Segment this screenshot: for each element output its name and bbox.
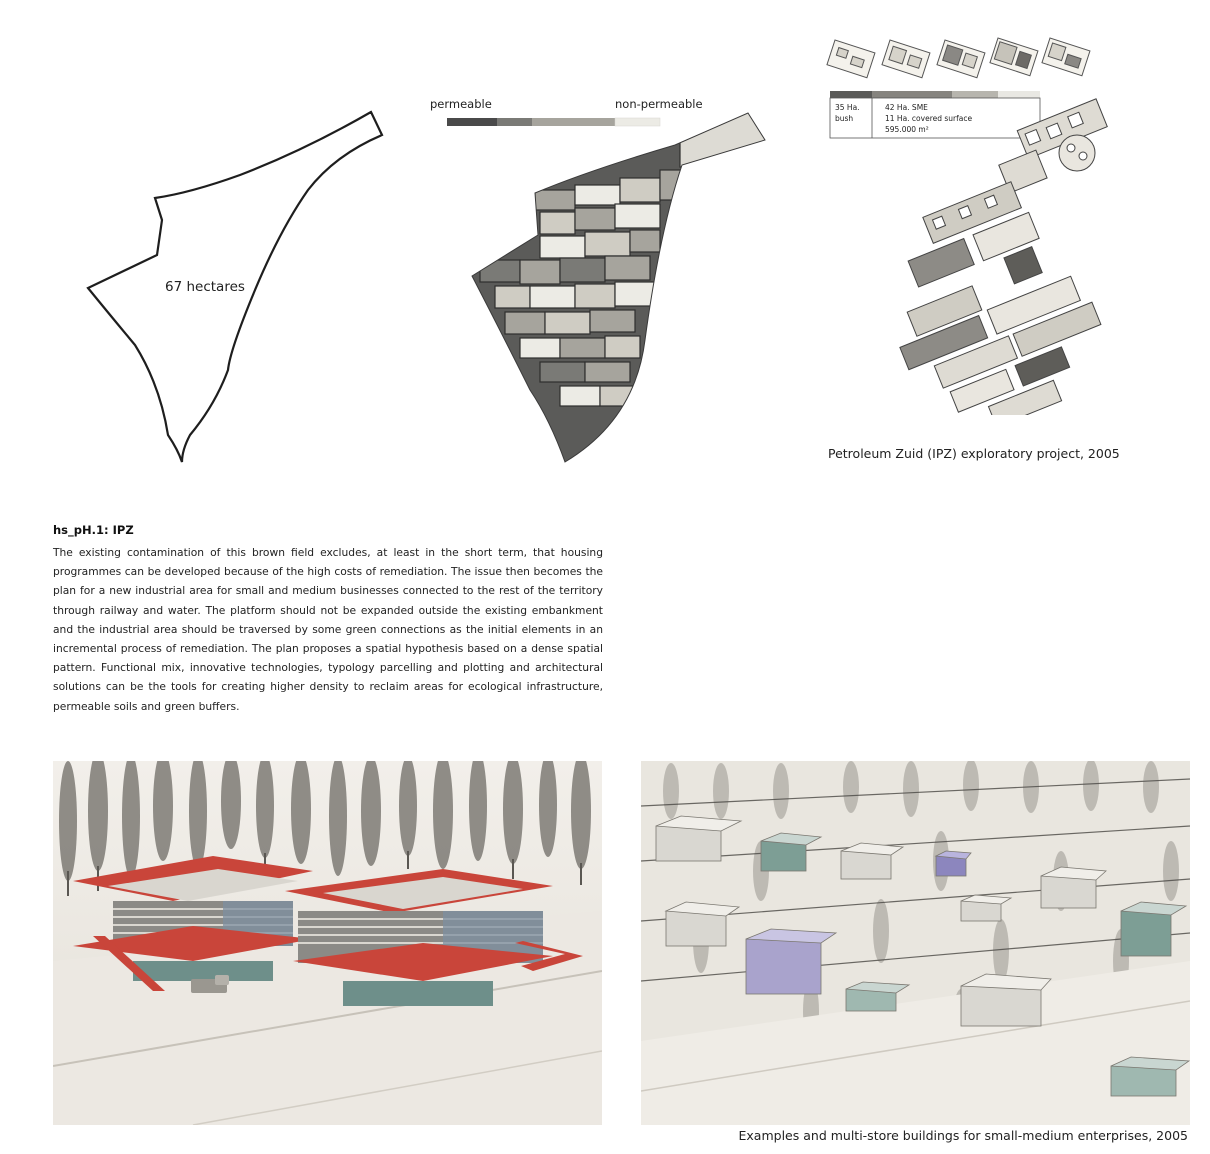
project-description [53, 523, 603, 716]
project-body-text: The existing contamination of this brown field excludes, at least in the short term, that housing programmes can be developed because of the high costs of remediation. The issue then becomes the plan for a new industrial area for small and medium businesses connected to the rest of the territory through railway and water. The platform should not be expanded outside the existing embankment and the industrial area should be traversed by some green connections as the initial elements in an incremental process of remediation. The plan proposes a spatial hypothesis based on a dense spatial pattern. Functional mix, innovative technologies, typology parcelling and plotting and architectural solutions can be the tools for creating higher density to reclaim areas for ecological infrastructure, permeable soils and green buffers. [53, 546, 603, 713]
plan-blocks [841, 99, 1155, 415]
plan-legend-table [830, 98, 1040, 138]
legend-permeable-label: permeable [430, 97, 492, 111]
svg-text:11 Ha. covered surface: 11 Ha. covered surface [885, 114, 973, 123]
area-label: 67 hectares [165, 279, 245, 295]
site-outline-diagram [80, 105, 390, 470]
permeability-legend-bar [447, 118, 660, 126]
render-red-buildings [53, 761, 602, 1125]
typology-thumbnails [827, 38, 1090, 78]
render-multi-store-buildings [641, 761, 1190, 1125]
permeability-diagram [420, 90, 780, 470]
plan-diagram [825, 30, 1155, 415]
renders-caption: Examples and multi-store buildings for small-medium enterprises, 2005 [738, 1128, 1188, 1143]
svg-text:42 Ha. SME: 42 Ha. SME [885, 103, 928, 112]
svg-text:35 Ha.: 35 Ha. [835, 103, 860, 112]
svg-text:bush: bush [835, 114, 854, 123]
legend-non-permeable-label: non-permeable [615, 97, 703, 111]
plan-caption: Petroleum Zuid (IPZ) exploratory project, 2005 [828, 446, 1120, 461]
plan-legend-bar [830, 91, 1040, 98]
permeability-map [460, 110, 780, 470]
project-heading: hs_pH.1: IPZ [53, 523, 134, 537]
svg-text:595.000 m²: 595.000 m² [885, 125, 929, 134]
